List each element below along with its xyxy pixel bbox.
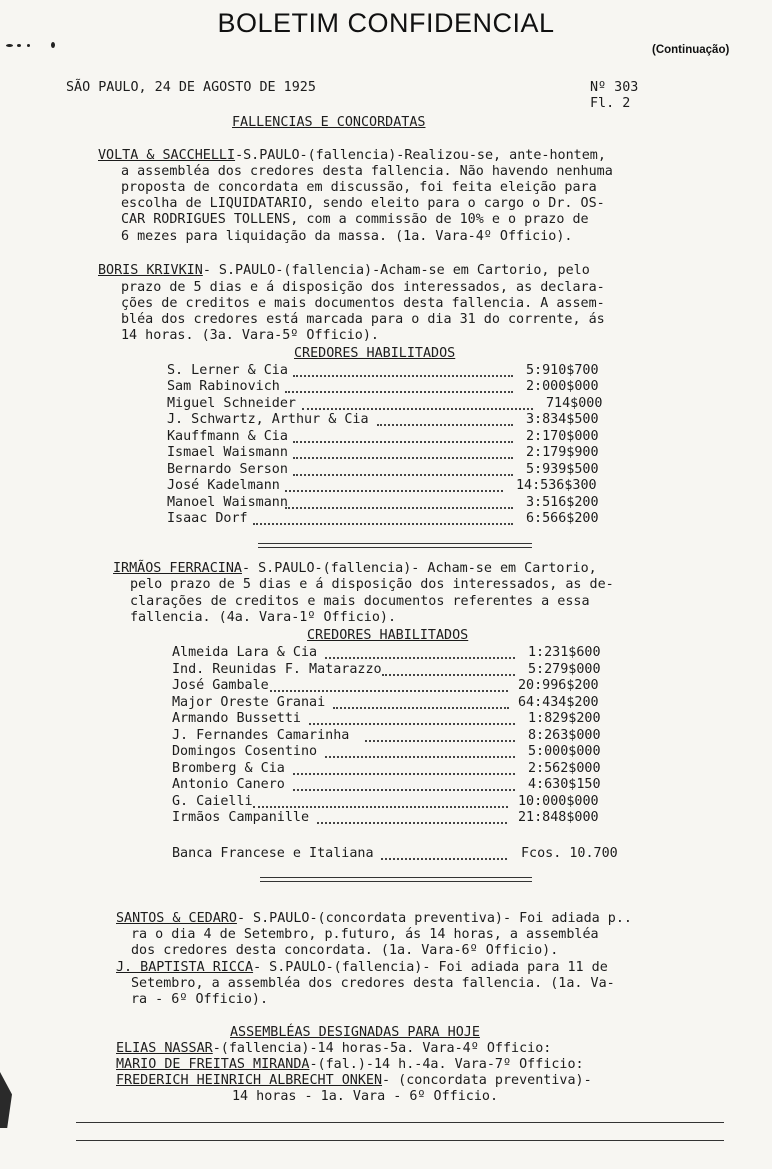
dot-leader bbox=[333, 707, 509, 709]
dot-leader bbox=[382, 674, 515, 676]
meeting-details: -(fallencia)-14 horas-5a. Vara-4º Officio: bbox=[212, 1041, 552, 1056]
bank-amount: Fcos. 10.700 bbox=[521, 846, 618, 861]
dot-leader bbox=[293, 375, 513, 377]
entry-first-line bbox=[116, 911, 632, 927]
creditor-amount: 2:179$900 bbox=[526, 445, 599, 460]
creditor-amount: 20:996$200 bbox=[518, 678, 599, 693]
entry-first-line bbox=[116, 960, 608, 976]
entry-line: fallencia. (4a. Vara-1º Officio). bbox=[130, 610, 397, 625]
dateline: SÃO PAULO, 24 DE AGOSTO DE 1925 bbox=[66, 80, 316, 95]
dot-leader bbox=[377, 424, 513, 426]
entry-line: clarações de creditos e mais documentos referentes a essa bbox=[130, 594, 590, 609]
footer-rule bbox=[76, 1140, 724, 1141]
creditor-name: Antonio Canero bbox=[172, 777, 285, 792]
dot-leader bbox=[293, 457, 513, 459]
meeting-details: -(fal.)-14 h.-4a. Vara-7º Officio: bbox=[309, 1057, 584, 1072]
entry-text: - S.PAULO-(fallencia)-Acham-se em Cartorio, pelo bbox=[202, 263, 590, 278]
creditor-amount: 64:434$200 bbox=[518, 695, 599, 710]
entry-line: ra - 6º Officio). bbox=[131, 992, 269, 1007]
creditor-amount: 6:566$200 bbox=[526, 511, 599, 526]
creditor-amount: 2:170$000 bbox=[526, 429, 599, 444]
creditor-name: José Kadelmann bbox=[167, 478, 280, 493]
entry-line: pelo prazo de 5 dias e á disposição dos interessados, as de- bbox=[130, 577, 614, 592]
dot-leader bbox=[253, 806, 508, 808]
creditor-name: Miguel Schneider bbox=[167, 396, 296, 411]
ink-blot bbox=[27, 44, 30, 47]
creditor-name: Kauffmann & Cia bbox=[167, 429, 288, 444]
meeting-details: - (concordata preventiva)- bbox=[382, 1073, 592, 1088]
creditor-name: J. Schwartz, Arthur & Cia bbox=[167, 412, 369, 427]
entry-line: bléa dos credores está marcada para o dia 31 do corrente, ás bbox=[121, 312, 605, 327]
creditor-amount: 3:834$500 bbox=[526, 412, 599, 427]
firm-name: SANTOS & CEDARO bbox=[116, 911, 237, 926]
creditor-name: Armando Bussetti bbox=[172, 711, 301, 726]
creditor-name: Major Oreste Granai bbox=[172, 695, 326, 710]
entry-first-line bbox=[98, 263, 590, 279]
ink-blot bbox=[51, 42, 55, 48]
firm-name: VOLTA & SACCHELLI bbox=[98, 148, 236, 163]
bulletin-title: BOLETIM CONFIDENCIAL bbox=[217, 8, 555, 38]
dot-leader bbox=[317, 822, 507, 824]
meeting-party: ELIAS NASSAR bbox=[116, 1041, 213, 1056]
entry-line: 6 mezes para liquidação da massa. (1a. Vara-4º Officio). bbox=[121, 229, 573, 244]
dot-leader bbox=[293, 474, 513, 476]
creditor-amount: 14:536$300 bbox=[516, 478, 597, 493]
creditor-amount: 5:000$000 bbox=[528, 744, 601, 759]
dot-leader bbox=[270, 690, 508, 692]
today-heading: ASSEMBLÉAS DESIGNADAS PARA HOJE bbox=[230, 1025, 480, 1040]
firm-name: IRMÃOS FERRACINA bbox=[113, 561, 242, 576]
entry-line: CAR RODRIGUES TOLLENS, com a commissão de 10% e o prazo de bbox=[121, 212, 589, 227]
creditor-amount: 4:630$150 bbox=[528, 777, 601, 792]
creditor-amount: 3:516$200 bbox=[526, 495, 599, 510]
creditor-amount: 5:939$500 bbox=[526, 462, 599, 477]
creditors-heading: CREDORES HABILITADOS bbox=[307, 628, 469, 643]
separator-rule bbox=[258, 543, 532, 544]
separator-rule bbox=[258, 547, 532, 548]
entry-first-line bbox=[113, 561, 597, 577]
creditor-amount: 5:910$700 bbox=[526, 363, 599, 378]
creditor-name: Almeida Lara & Cia bbox=[172, 645, 318, 660]
entry-text: - S.PAULO-(concordata preventiva)- Foi adiada p.. bbox=[236, 911, 632, 926]
separator-rule bbox=[260, 881, 532, 882]
dot-leader bbox=[325, 657, 515, 659]
page-edge-mark bbox=[0, 1072, 12, 1128]
meeting-line bbox=[116, 1041, 551, 1057]
meeting-line bbox=[116, 1057, 584, 1073]
creditor-name: Isaac Dorf bbox=[167, 511, 248, 526]
entry-text: -S.PAULO-(fallencia)-Realizou-se, ante-hontem, bbox=[235, 148, 606, 163]
creditor-name: S. Lerner & Cia bbox=[167, 363, 288, 378]
entry-first-line bbox=[98, 148, 606, 164]
creditor-name: Sam Rabinovich bbox=[167, 379, 280, 394]
entry-text: - S.PAULO-(fallencia)- Acham-se em Cartorio, bbox=[242, 561, 597, 576]
creditor-amount: 21:848$000 bbox=[518, 810, 599, 825]
creditor-name: Bernardo Serson bbox=[167, 462, 288, 477]
dot-leader bbox=[325, 756, 515, 758]
dot-leader bbox=[381, 858, 507, 860]
dot-leader bbox=[253, 523, 513, 525]
separator-rule bbox=[260, 877, 532, 878]
section-title: FALLENCIAS E CONCORDATAS bbox=[232, 115, 426, 130]
dot-leader bbox=[293, 773, 515, 775]
ink-blot bbox=[6, 44, 13, 47]
entry-line: 14 horas. (3a. Vara-5º Officio). bbox=[121, 328, 379, 343]
dot-leader bbox=[285, 391, 513, 393]
dot-leader bbox=[365, 740, 515, 742]
entry-text: - S.PAULO-(fallencia)- Foi adiada para 11 de bbox=[253, 960, 608, 975]
creditor-name: Ismael Waismann bbox=[167, 445, 288, 460]
creditor-amount: 2:562$000 bbox=[528, 761, 601, 776]
creditor-amount: 2:000$000 bbox=[526, 379, 599, 394]
creditor-amount: 5:279$000 bbox=[528, 662, 601, 677]
dot-leader bbox=[285, 490, 503, 492]
footer-rule bbox=[76, 1122, 724, 1123]
firm-name: J. BAPTISTA RICCA bbox=[116, 960, 254, 975]
creditor-name: G. Caielli bbox=[172, 794, 253, 809]
creditors-heading: CREDORES HABILITADOS bbox=[294, 346, 456, 361]
dot-leader bbox=[293, 789, 515, 791]
entry-line: ções de creditos e mais documentos desta fallencia. A assem- bbox=[121, 296, 605, 311]
creditor-amount: 1:829$200 bbox=[528, 711, 601, 726]
entry-line: Setembro, a assembléa dos credores desta fallencia. (1a. Va- bbox=[131, 976, 615, 991]
meeting-party: FREDERICH HEINRICH ALBRECHT ONKEN bbox=[116, 1073, 383, 1088]
creditor-amount: 10:000$000 bbox=[518, 794, 599, 809]
creditor-name: Irmãos Campanille bbox=[172, 810, 310, 825]
creditor-name: Manoel Waismann bbox=[167, 495, 288, 510]
dot-leader bbox=[302, 408, 533, 410]
creditor-name: Ind. Reunidas F. Matarazzo bbox=[172, 662, 382, 677]
dot-leader bbox=[309, 723, 515, 725]
entry-line: escolha de LIQUIDATARIO, sendo eleito para o cargo o Dr. OS- bbox=[121, 196, 605, 211]
creditor-name: Bromberg & Cia bbox=[172, 761, 285, 776]
creditor-amount: 8:263$000 bbox=[528, 728, 601, 743]
bank-name: Banca Francese e Italiana bbox=[172, 846, 374, 861]
dot-leader bbox=[293, 441, 513, 443]
creditor-name: Domingos Cosentino bbox=[172, 744, 318, 759]
creditor-amount: 714$000 bbox=[546, 396, 603, 411]
firm-name: BORIS KRIVKIN bbox=[98, 263, 203, 278]
creditor-amount: 1:231$600 bbox=[528, 645, 601, 660]
meeting-line: 14 horas - 1a. Vara - 6º Officio. bbox=[232, 1089, 499, 1104]
entry-line: a assembléa dos credores desta fallencia. Não havendo nenhuma bbox=[121, 164, 613, 179]
entry-line: dos credores desta concordata. (1a. Vara-6º Officio). bbox=[131, 943, 559, 958]
creditor-name: José Gambale bbox=[172, 678, 269, 693]
entry-line: ra o dia 4 de Setembro, p.futuro, ás 14 horas, a assembléa bbox=[131, 927, 599, 942]
creditor-name: J. Fernandes Camarinha bbox=[172, 728, 350, 743]
dot-leader bbox=[285, 507, 513, 509]
ink-blot bbox=[17, 44, 21, 47]
entry-line: proposta de concordata em discussão, foi feita eleição para bbox=[121, 180, 597, 195]
meeting-line bbox=[116, 1073, 592, 1089]
entry-line: prazo de 5 dias e á disposição dos interessados, as declara- bbox=[121, 280, 605, 295]
issue-number: Nº 303 bbox=[590, 80, 639, 95]
meeting-party: MARIO DE FREITAS MIRANDA bbox=[116, 1057, 310, 1072]
continuation-label: (Continuação) bbox=[652, 44, 730, 56]
sheet-number: Fl. 2 bbox=[590, 96, 631, 111]
